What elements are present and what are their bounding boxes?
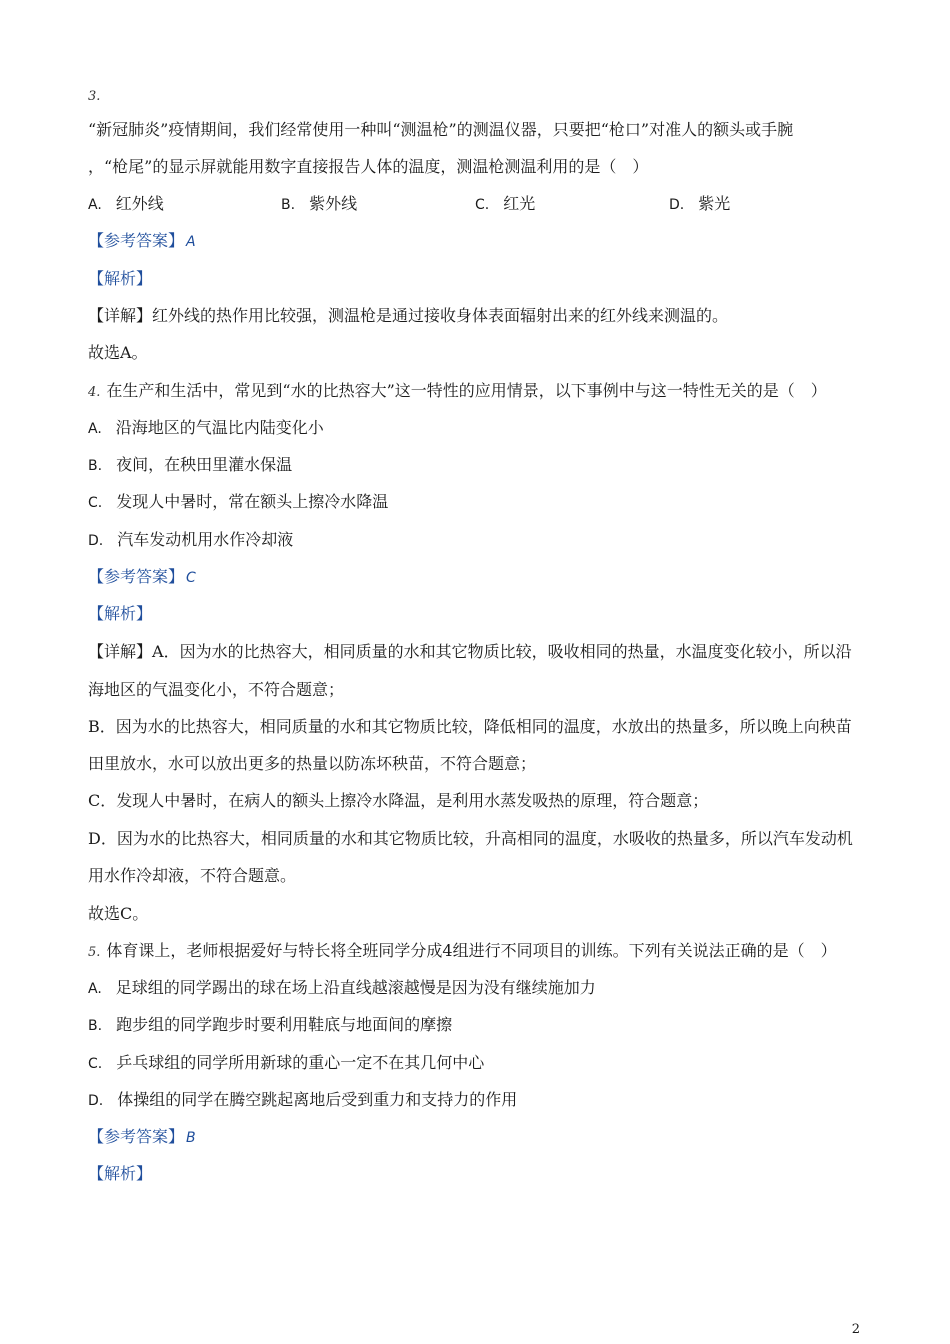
question-3-detail: 【详解】红外线的热作用比较强，测温枪是通过接收身体表面辐射出来的红外线来测温的。 <box>88 306 729 325</box>
question-3-answer: 【参考答案】 A <box>88 231 196 250</box>
question-3-option-d: D. 紫光 <box>669 194 731 213</box>
answer-value: B <box>186 1130 196 1146</box>
question-4-detail-line-4: 田里放水，水可以放出更多的热量以防冻坏秧苗，不符合题意； <box>88 754 537 773</box>
question-4-detail-line-1: 【详解】A．因为水的比热容大，相同质量的水和其它物质比较，吸收相同的热量，水温度变化较小，所以沿 <box>88 642 852 661</box>
question-4-detail-line-2: 海地区的气温变化小，不符合题意； <box>88 680 345 699</box>
question-5-stem: 5. 体育课上，老师根据爱好与特长将全班同学分成4组进行不同项目的训练。下列有关说法正确的是（ ） <box>88 941 837 960</box>
question-3-number: 3. <box>88 89 101 104</box>
question-4-detail-line-6: D．因为水的比热容大，相同质量的水和其它物质比较，升高相同的温度，水吸收的热量多，所以汽车发动机 <box>88 829 853 848</box>
question-3-option-c: C. 红光 <box>475 194 536 213</box>
question-4-option-b: B. 夜间，在秧田里灌水保温 <box>88 455 293 474</box>
answer-value: A <box>186 234 196 250</box>
question-4-option-a: A. 沿海地区的气温比内陆变化小 <box>88 418 324 437</box>
question-4-option-d: D. 汽车发动机用水作冷却液 <box>88 530 294 549</box>
question-4-detail-line-3: B．因为水的比热容大，相同质量的水和其它物质比较，降低相同的温度，水放出的热量多，所以晚上向秧苗 <box>88 717 852 736</box>
question-3-analysis-label: 【解析】 <box>88 269 153 288</box>
question-3-stem-line-2: ，“枪尾”的显示屏就能用数字直接报告人体的温度，测温枪测温利用的是（ ） <box>88 157 649 176</box>
question-5-option-a: A. 足球组的同学踢出的球在场上沿直线越滚越慢是因为没有继续施加力 <box>88 978 596 997</box>
question-5-analysis-label: 【解析】 <box>88 1164 153 1183</box>
question-3-option-a: A. 红外线 <box>88 194 164 213</box>
question-4-detail-line-5: C．发现人中暑时，在病人的额头上擦冷水降温，是利用水蒸发吸热的原理，符合题意； <box>88 791 709 810</box>
page-number: 2 <box>851 1322 860 1337</box>
question-5-answer: 【参考答案】 B <box>88 1127 196 1146</box>
question-4-conclusion: 故选C。 <box>88 904 149 923</box>
question-3-option-b: B. 紫外线 <box>281 194 358 213</box>
question-5-option-b: B. 跑步组的同学跑步时要利用鞋底与地面间的摩擦 <box>88 1015 453 1034</box>
question-5-option-d: D. 体操组的同学在腾空跳起离地后受到重力和支持力的作用 <box>88 1090 518 1109</box>
question-4-analysis-label: 【解析】 <box>88 604 153 623</box>
question-5-option-c: C. 乒乓球组的同学所用新球的重心一定不在其几何中心 <box>88 1053 485 1072</box>
question-4-detail-line-7: 用水作冷却液，不符合题意。 <box>88 866 297 885</box>
answer-value: C <box>186 570 196 586</box>
question-4-answer: 【参考答案】 C <box>88 567 196 586</box>
question-4-option-c: C. 发现人中暑时，常在额头上擦冷水降温 <box>88 492 389 511</box>
question-3-stem-line-1: “新冠肺炎”疫情期间，我们经常使用一种叫“测温枪”的测温仪器，只要把“枪口”对准人的额头或手腕 <box>88 120 794 139</box>
question-4-stem: 4. 在生产和生活中，常见到“水的比热容大”这一特性的应用情景，以下事例中与这一特性无关的是（ ） <box>88 381 827 400</box>
question-3-conclusion: 故选A。 <box>88 343 148 362</box>
